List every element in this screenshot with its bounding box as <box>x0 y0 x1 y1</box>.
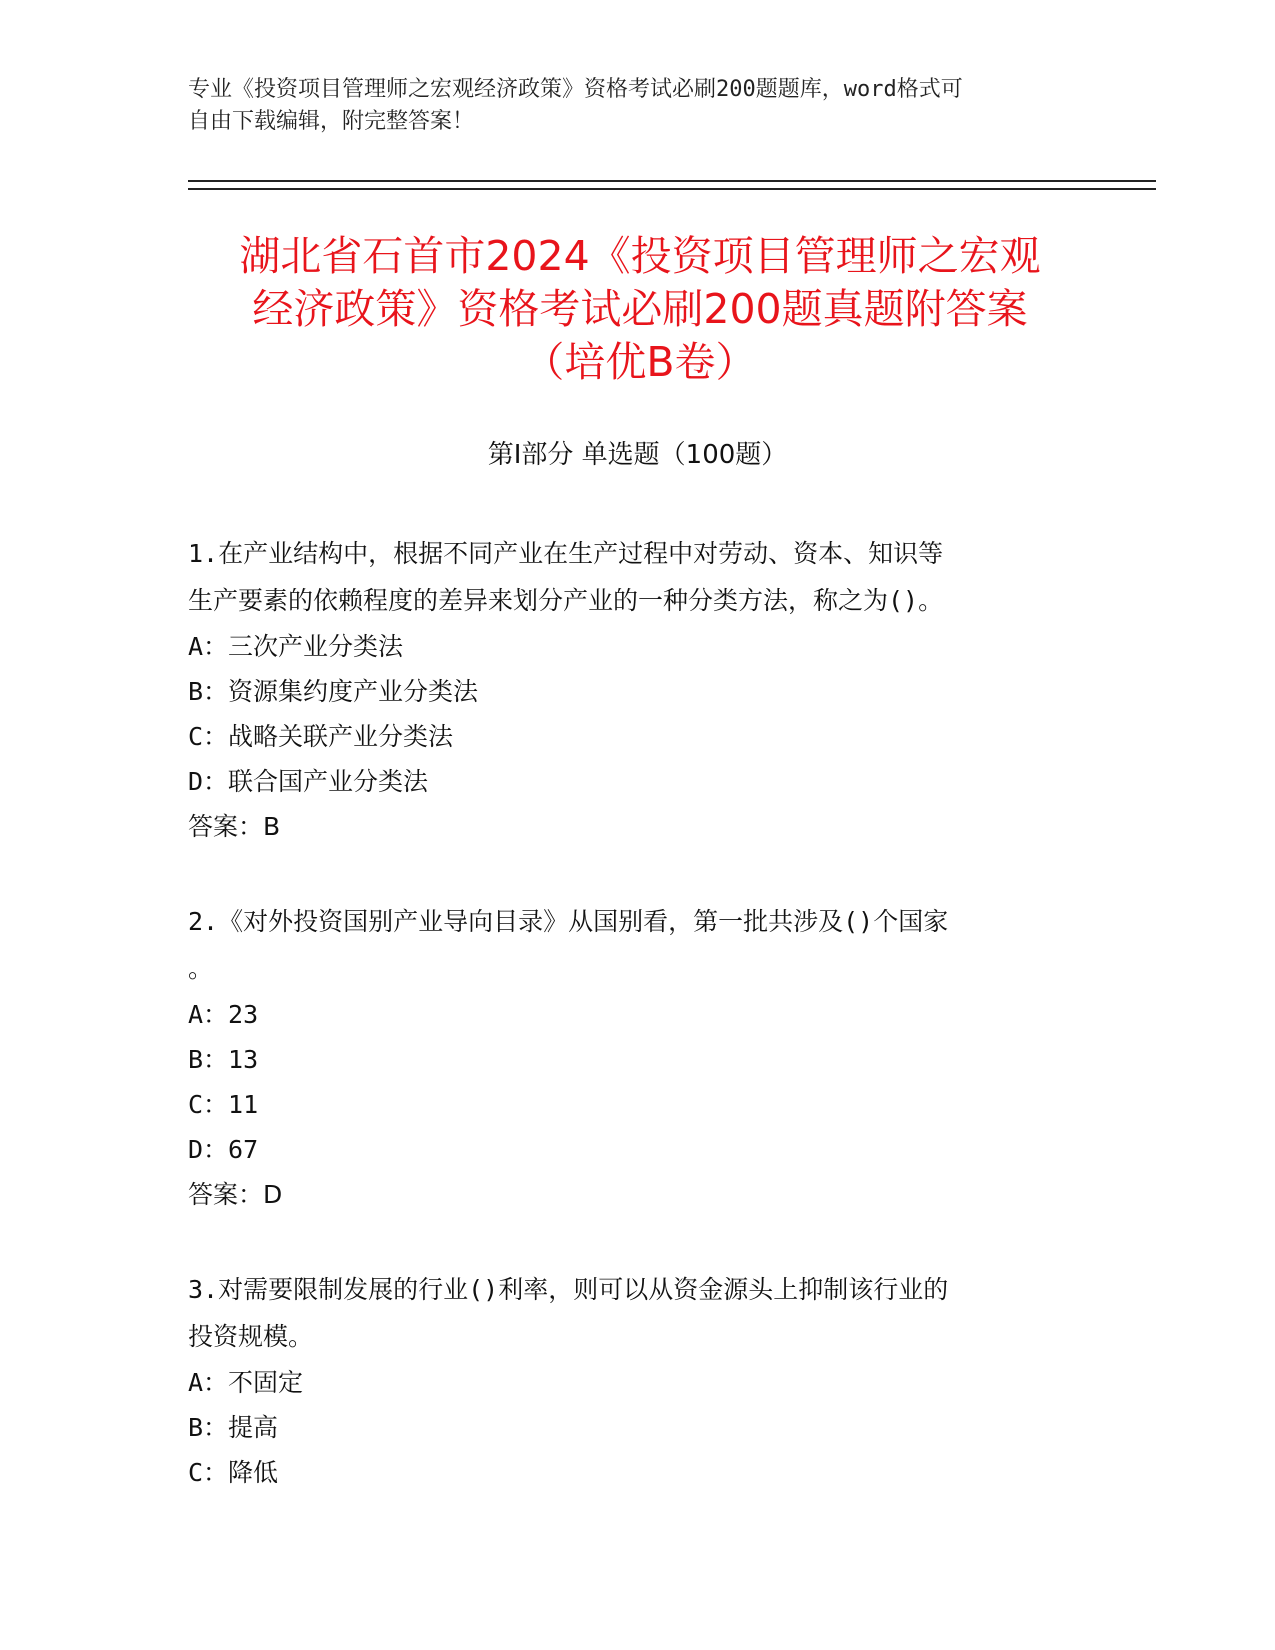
header-note-line-1: 专业《投资项目管理师之宏观经济政策》资格考试必刷200题题库，word格式可 <box>188 77 963 102</box>
option-a: A：三次产业分类法 <box>188 632 404 661</box>
question-item <box>188 898 1068 1217</box>
option-a: A：23 <box>188 1000 259 1029</box>
header-divider-bottom <box>188 188 1156 190</box>
option-c: C：战略关联产业分类法 <box>188 722 454 751</box>
question-stem <box>188 1266 1068 1360</box>
option-c: C：11 <box>188 1090 259 1119</box>
question-item <box>188 530 1068 849</box>
title-line-3: （培优B卷） <box>523 338 757 386</box>
question-stem-line: 1.在产业结构中，根据不同产业在生产过程中对劳动、资本、知识等 <box>188 539 944 568</box>
question-stem <box>188 530 1068 624</box>
header-divider-top <box>188 180 1156 182</box>
title-line-1: 湖北省石首市2024《投资项目管理师之宏观 <box>239 232 1041 280</box>
header-note-line-2: 自由下载编辑，附完整答案！ <box>188 109 475 134</box>
question-stem <box>188 898 1068 992</box>
option-d: D：67 <box>188 1135 259 1164</box>
title-line-2: 经济政策》资格考试必刷200题真题附答案 <box>252 285 1028 333</box>
header-note <box>188 74 1068 138</box>
option-b: B：13 <box>188 1045 259 1074</box>
question-stem-line: 生产要素的依赖程度的差异来划分产业的一种分类方法，称之为()。 <box>188 586 944 615</box>
question-stem-line: 。 <box>188 954 214 983</box>
question-item <box>188 1266 1068 1495</box>
option-b: B：资源集约度产业分类法 <box>188 677 479 706</box>
question-stem-line: 投资规模。 <box>188 1322 314 1351</box>
question-stem-line: 2.《对外投资国别产业导向目录》从国别看，第一批共涉及()个国家 <box>188 907 949 936</box>
document-title <box>180 230 1100 389</box>
question-list <box>188 530 1068 1544</box>
option-c: C：降低 <box>188 1458 279 1487</box>
option-b: B：提高 <box>188 1413 279 1442</box>
answer: 答案：D <box>188 1180 283 1209</box>
answer: 答案：B <box>188 812 281 841</box>
option-a: A：不固定 <box>188 1368 304 1397</box>
section-heading: 第Ⅰ部分 单选题（100题） <box>487 440 788 470</box>
option-d: D：联合国产业分类法 <box>188 767 429 796</box>
question-stem-line: 3.对需要限制发展的行业()利率，则可以从资金源头上抑制该行业的 <box>188 1275 949 1304</box>
